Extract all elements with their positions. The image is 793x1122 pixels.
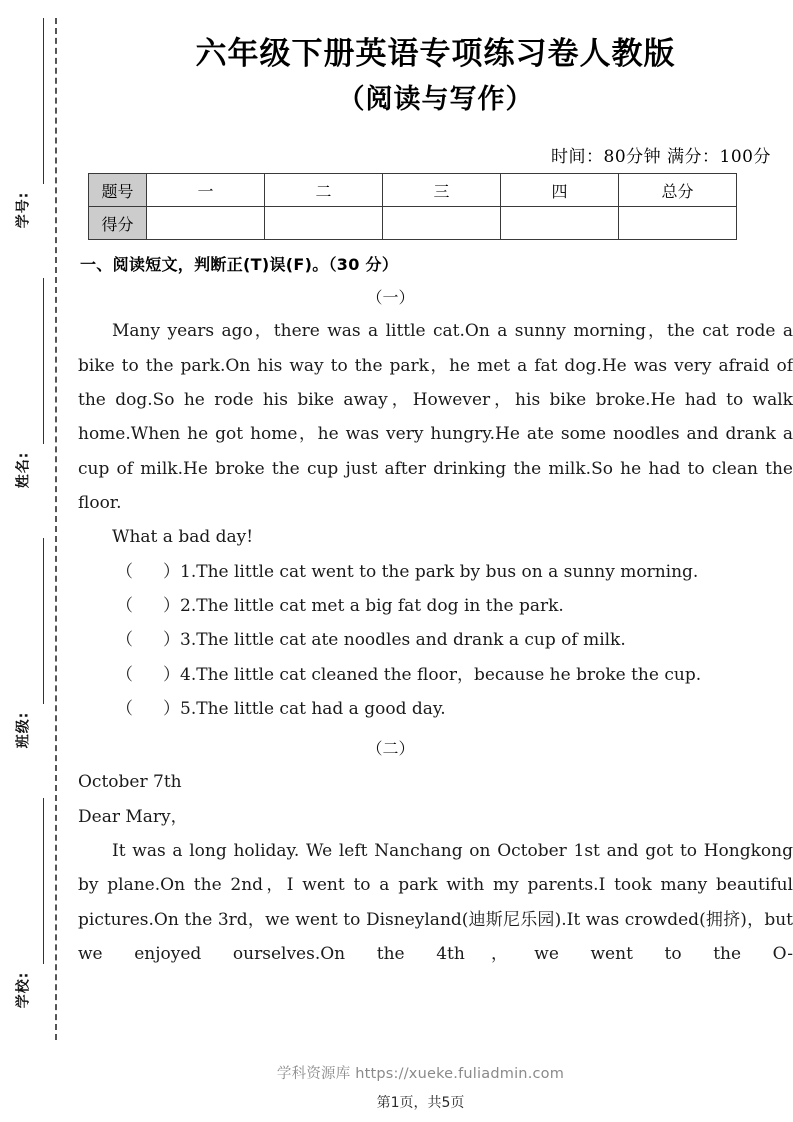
tf-question-1[interactable] xyxy=(78,555,793,589)
seal-rule-4 xyxy=(43,798,44,964)
seal-label-text: 学校: xyxy=(14,971,31,1009)
tf-question-number: 4. xyxy=(180,664,197,685)
exam-meta: 时间：80分钟 满分：100分 xyxy=(551,147,771,168)
page-title: 六年级下册英语专项练习卷人教版 xyxy=(195,36,676,72)
part-label-b: （二） xyxy=(366,739,415,759)
score-cell-q1[interactable] xyxy=(147,207,265,240)
answer-blank-paren-open: （ xyxy=(116,664,133,685)
tf-question-text: The little cat had a good day. xyxy=(196,698,446,719)
table-row-question-numbers xyxy=(89,174,737,207)
tf-question-text: The little cat met a big fat dog in the park. xyxy=(196,595,564,616)
score-cell-q4[interactable] xyxy=(501,207,619,240)
answer-blank-paren-close: ） xyxy=(163,561,180,582)
answer-blank-paren-close: ） xyxy=(163,630,180,651)
seal-label-text: 班级: xyxy=(14,711,31,749)
table-cell-q4: 四 xyxy=(501,174,619,207)
tf-question-number: 3. xyxy=(180,630,197,651)
table-cell-q3: 三 xyxy=(383,174,501,207)
seal-rule-3 xyxy=(43,538,44,704)
answer-blank-paren-open: （ xyxy=(116,698,133,719)
tf-question-4[interactable] xyxy=(78,658,793,692)
tf-question-3[interactable] xyxy=(78,623,793,657)
letter-salutation: Dear Mary， xyxy=(78,806,188,827)
binding-sidebar xyxy=(0,0,78,1122)
tf-question-2[interactable] xyxy=(78,589,793,623)
table-cell-q1: 一 xyxy=(147,174,265,207)
score-table xyxy=(88,173,737,240)
answer-blank-paren-close: ） xyxy=(163,698,180,719)
table-row-scores xyxy=(89,207,737,240)
tf-question-text: The little cat ate noodles and drank a cup of milk. xyxy=(196,630,626,651)
score-cell-q3[interactable] xyxy=(383,207,501,240)
seal-label-text: 姓名: xyxy=(14,451,31,489)
seal-dashed-line xyxy=(55,18,57,1040)
letter-date: October 7th xyxy=(78,772,182,793)
letter-body: It was a long holiday. We left Nanchang on October 1st and got to Hongkong by plane.On the 2nd，I went to a park with my parents.I took many beautiful pictures.On the 3rd，we went to Disneyland(迪斯尼乐园).It was crowded(拥挤)，but we enjoyed ourselves.On the 4th，we went to the O- xyxy=(78,840,793,964)
passage-a-closing: What a bad day! xyxy=(112,527,254,548)
tf-question-5[interactable] xyxy=(78,692,793,726)
page-footer xyxy=(78,1062,793,1112)
row-label-score: 得分 xyxy=(89,207,147,240)
page-subtitle: （阅读与写作） xyxy=(337,83,534,115)
part-label-a: （一） xyxy=(366,288,415,308)
tf-question-number: 1. xyxy=(180,561,197,582)
seal-rule-1 xyxy=(43,18,44,184)
answer-blank-paren-open: （ xyxy=(116,561,133,582)
answer-blank-paren-open: （ xyxy=(116,595,133,616)
table-cell-total: 总分 xyxy=(619,174,737,207)
seal-label-name xyxy=(0,451,44,489)
seal-label-class xyxy=(0,711,44,749)
passage-a-text: Many years ago，there was a little cat.On a sunny morning，the cat rode a bike to the park.On his way to the park，he met a fat dog.He was very afraid of the dog.So he rode his bike away，However，his bike broke.He had to walk home.When he got home，he was very hungry.He ate some noodles and drank a cup of milk.He broke the cup just after drinking the milk.So he had to clean the floor. xyxy=(78,321,793,513)
score-cell-q2[interactable] xyxy=(265,207,383,240)
answer-blank-paren-open: （ xyxy=(116,630,133,651)
page-content xyxy=(78,0,793,1122)
seal-rule-2 xyxy=(43,278,44,444)
answer-blank-paren-close: ） xyxy=(163,595,180,616)
tf-question-text: The little cat went to the park by bus on a sunny morning. xyxy=(196,561,699,582)
tf-question-number: 2. xyxy=(180,595,197,616)
section-heading-one: 一、阅读短文，判断正(T)误(F)。（30 分） xyxy=(80,255,399,275)
page-number: 第1页，共5页 xyxy=(376,1095,465,1111)
tf-question-number: 5. xyxy=(180,698,197,719)
answer-blank-paren-close: ） xyxy=(163,664,180,685)
watermark-text: 学科资源库 https://xueke.fuliadmin.com xyxy=(276,1066,565,1082)
title-block xyxy=(78,0,793,120)
seal-label-text: 学号: xyxy=(14,191,31,229)
score-cell-total[interactable] xyxy=(619,207,737,240)
tf-question-text: The little cat cleaned the floor，because he broke the cup. xyxy=(196,664,702,685)
score-table-wrapper xyxy=(78,173,793,240)
seal-label-student-id xyxy=(0,191,44,229)
seal-label-school xyxy=(0,971,44,1009)
row-label-question-number: 题号 xyxy=(89,174,147,207)
table-cell-q2: 二 xyxy=(265,174,383,207)
